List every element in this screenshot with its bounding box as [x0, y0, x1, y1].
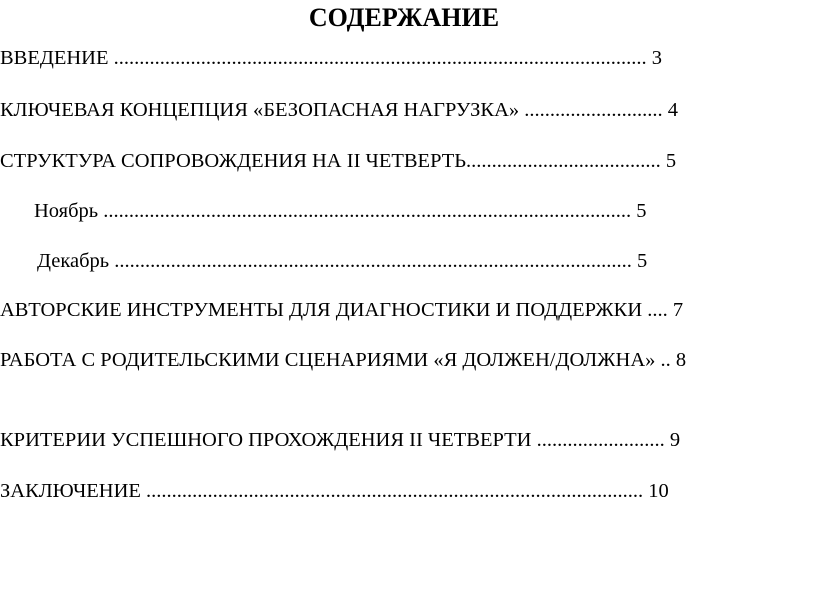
toc-entry-leader: .... [642, 299, 673, 321]
document-title: СОДЕРЖАНИЕ [308, 3, 500, 32]
toc-entry-label: Декабрь [37, 250, 110, 272]
toc-entry-parental-scenarios [0, 347, 812, 373]
toc-entry-leader: ........................................................................................................ [108, 47, 652, 69]
toc-entry-author-tools [0, 298, 812, 322]
toc-entry-success-criteria [0, 428, 812, 452]
toc-entry-leader: ....................................................................................................... [98, 200, 637, 222]
toc-entry-page: 5 [665, 150, 677, 172]
toc-entry-page: 10 [648, 480, 669, 502]
toc-entry-page: 9 [669, 429, 681, 451]
toc-entry-leader: ...................................... [466, 150, 666, 172]
toc-entry-label: КЛЮЧЕВАЯ КОНЦЕПЦИЯ «БЕЗОПАСНАЯ НАГРУЗКА» [0, 99, 520, 121]
toc-entry-leader: ........................... [519, 99, 668, 121]
toc-entry-label: ВВЕДЕНИЕ [0, 47, 109, 69]
toc-entry-page: 3 [651, 47, 663, 69]
toc-entry-leader: ................................................................................................. [140, 480, 649, 502]
toc-entry-page: 5 [636, 200, 647, 222]
toc-entry-december [37, 249, 812, 273]
toc-entry-label: РАБОТА С РОДИТЕЛЬСКИМИ СЦЕНАРИЯМИ «Я ДОЛЖЕН/ДОЛЖНА» [0, 349, 656, 371]
toc-entry-support-structure [0, 149, 812, 173]
toc-entry-label: Ноябрь [34, 200, 99, 222]
toc-entry-conclusion [0, 479, 800, 503]
toc-entry-page: 5 [637, 250, 648, 272]
toc-entry-label: ЗАКЛЮЧЕНИЕ [0, 480, 141, 502]
toc-entry-key-concept [0, 98, 812, 122]
toc-entry-label: СТРУКТУРА СОПРОВОЖДЕНИЯ НА II ЧЕТВЕРТЬ [0, 150, 467, 172]
toc-entry-leader: ......................... [531, 429, 670, 451]
toc-entry-introduction [0, 46, 800, 70]
toc-entry-page: 7 [672, 299, 684, 321]
toc-entry-leader: ..................................................................................................... [109, 250, 637, 272]
toc-entry-leader: .. [655, 349, 676, 371]
toc-entry-label: КРИТЕРИИ УСПЕШНОГО ПРОХОЖДЕНИЯ II ЧЕТВЕРТИ [0, 429, 532, 451]
toc-entry-november [34, 199, 812, 223]
toc-entry-page: 4 [667, 99, 679, 121]
toc-entry-label: АВТОРСКИЕ ИНСТРУМЕНТЫ ДЛЯ ДИАГНОСТИКИ И ПОДДЕРЖКИ [0, 299, 643, 321]
toc-entry-page: 8 [675, 349, 687, 371]
